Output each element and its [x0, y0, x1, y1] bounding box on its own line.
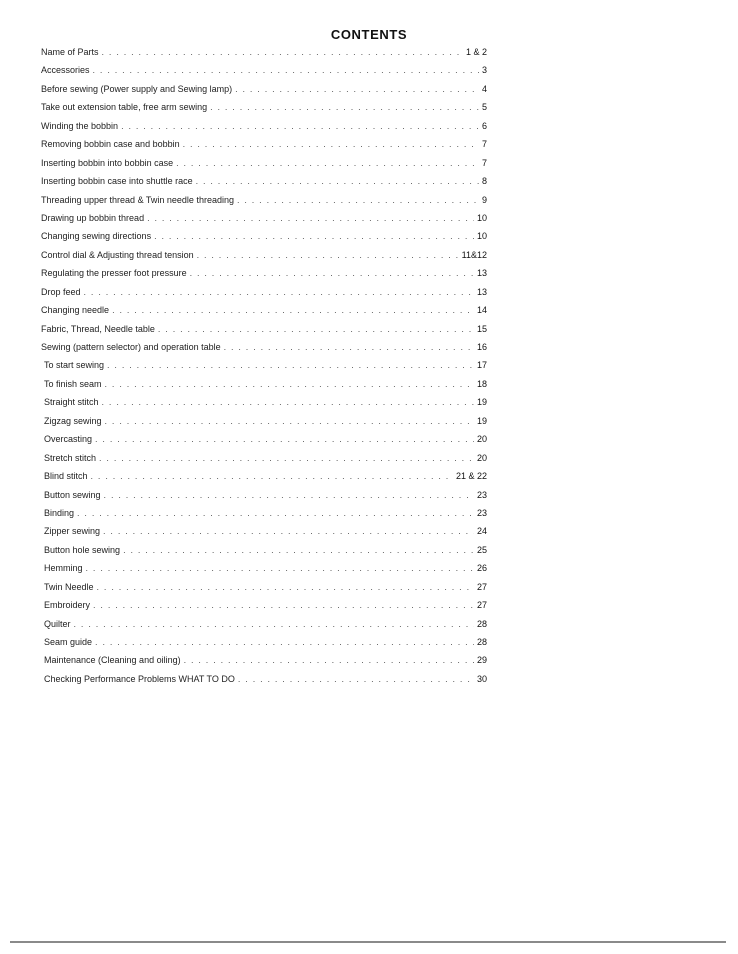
toc-entry-page: 19 [476, 397, 487, 408]
toc-entry [41, 615, 487, 633]
toc-entry-page: 18 [476, 378, 487, 389]
toc-entry [41, 301, 487, 319]
toc-entry-page: 3 [481, 65, 487, 76]
toc-entry-title: Hemming [44, 563, 83, 574]
toc-entry-page: 17 [476, 360, 487, 371]
toc-entry-title: Seam guide [44, 637, 93, 647]
toc-entry [41, 596, 487, 614]
toc-entry-title: Accessories [41, 65, 90, 76]
dot-leader [92, 633, 474, 651]
toc-entry [41, 393, 487, 411]
dot-leader [83, 559, 474, 577]
toc-entry-title: Drop feed [41, 286, 81, 297]
toc-entry-title: Blind stitch [44, 471, 88, 482]
toc-entry-page: 20 [476, 434, 487, 445]
toc-entry [41, 191, 487, 209]
dot-leader [99, 43, 463, 61]
toc-entry [41, 135, 487, 153]
dot-leader [90, 61, 479, 79]
toc-entry [41, 522, 487, 540]
toc-entry [41, 412, 487, 430]
toc-entry-title: Zigzag sewing [44, 415, 102, 426]
toc-entry [41, 633, 487, 651]
table-of-contents [41, 43, 487, 688]
dot-leader [101, 486, 474, 504]
toc-entry-title: Regulating the presser foot pressure [41, 268, 187, 279]
toc-entry-title: Maintenance (Cleaning and oiling) [44, 655, 181, 666]
toc-entry-title: Button hole sewing [44, 544, 121, 555]
dot-leader [187, 264, 474, 282]
toc-entry-title: Removing bobbin case and bobbin [41, 139, 180, 150]
dot-leader [234, 191, 479, 209]
toc-entry-page: 30 [476, 673, 487, 684]
toc-entry-title: Inserting bobbin into bobbin case [41, 157, 174, 168]
dot-leader [235, 670, 474, 688]
toc-entry [41, 486, 487, 504]
toc-entry-page: 4 [481, 83, 487, 94]
toc-entry [41, 578, 487, 596]
toc-entry [41, 246, 487, 264]
toc-entry-page: 7 [481, 157, 487, 168]
toc-entry-title: Fabric, Thread, Needle table [41, 323, 155, 334]
toc-entry-page: 10 [476, 212, 487, 223]
toc-entry-title: Changing needle [41, 305, 110, 316]
toc-entry-title: Threading upper thread & Twin needle threading [41, 194, 234, 205]
toc-entry-page: 13 [476, 286, 487, 297]
toc-entry [41, 98, 487, 116]
dot-leader [181, 651, 474, 669]
dot-leader [118, 117, 479, 135]
toc-entry-page: 27 [476, 600, 487, 611]
toc-entry [41, 670, 487, 688]
dot-leader [81, 283, 474, 301]
toc-entry-title: Stretch stitch [44, 452, 97, 463]
toc-entry-title: Inserting bobbin case into shuttle race [41, 176, 193, 187]
toc-entry-page: 26 [476, 563, 487, 574]
toc-entry-title: Zipper sewing [44, 526, 101, 537]
toc-entry-page: 29 [476, 655, 487, 666]
toc-entry [41, 154, 487, 172]
toc-entry-page: 25 [476, 544, 487, 555]
toc-entry [41, 375, 487, 393]
dot-leader [194, 246, 459, 264]
toc-entry [41, 61, 487, 79]
toc-entry-title: Changing sewing directions [41, 231, 152, 242]
toc-entry-page: 24 [476, 526, 487, 537]
toc-entry-page: 27 [476, 581, 487, 592]
toc-entry-page: 5 [481, 102, 487, 113]
toc-entry [41, 264, 487, 282]
toc-entry-title: Take out extension table, free arm sewing [41, 102, 208, 113]
dot-leader [74, 504, 474, 522]
dot-leader [232, 80, 479, 98]
dot-leader [173, 154, 479, 172]
dot-leader [99, 393, 474, 411]
dot-leader [71, 615, 474, 633]
toc-entry-title: Twin Needle [44, 581, 94, 592]
toc-entry [41, 338, 487, 356]
dot-leader [155, 320, 474, 338]
toc-entry-page: 20 [476, 452, 487, 463]
dot-leader [151, 227, 474, 245]
toc-entry [41, 467, 487, 485]
toc-entry-page: 15 [476, 323, 487, 334]
dot-leader [94, 578, 474, 596]
toc-entry-title: Drawing up bobbin thread [41, 212, 145, 223]
toc-entry-title: Name of Parts [41, 47, 99, 57]
toc-entry [41, 651, 487, 669]
toc-entry [41, 449, 487, 467]
toc-entry-page: 13 [476, 268, 487, 279]
toc-entry-title: To start sewing [44, 360, 105, 371]
toc-entry-title: Before sewing (Power supply and Sewing lamp) [41, 83, 233, 94]
toc-entry-title: Sewing (pattern selector) and operation table [41, 342, 221, 352]
toc-entry-page: 14 [476, 305, 487, 316]
toc-entry [41, 541, 487, 559]
dot-leader [193, 172, 479, 190]
dot-leader [104, 356, 474, 374]
contents-title: CONTENTS [330, 27, 408, 42]
toc-entry-page: 1 & 2 [465, 47, 487, 57]
toc-entry-page: 23 [476, 507, 487, 518]
dot-leader [221, 338, 474, 356]
toc-entry [41, 504, 487, 522]
toc-entry-title: Control dial & Adjusting thread tension [41, 249, 194, 260]
dot-leader [109, 301, 474, 319]
toc-entry [41, 283, 487, 301]
dot-leader [90, 596, 474, 614]
toc-entry-page: 10 [476, 231, 487, 242]
toc-entry-title: Button sewing [44, 489, 101, 500]
toc-entry-page: 19 [476, 415, 487, 426]
toc-entry-page: 8 [481, 176, 487, 187]
toc-entry [41, 117, 487, 135]
toc-entry-title: Binding [44, 507, 75, 518]
toc-entry-title: Winding the bobbin [41, 120, 119, 131]
toc-entry-page: 6 [481, 120, 487, 131]
dot-leader [102, 412, 474, 430]
toc-entry [41, 320, 487, 338]
toc-entry [41, 172, 487, 190]
toc-entry [41, 356, 487, 374]
toc-entry-page: 21 & 22 [455, 471, 487, 482]
toc-entry [41, 43, 487, 61]
dot-leader [120, 541, 474, 559]
dot-leader [180, 135, 479, 153]
bottom-divider [10, 941, 726, 943]
dot-leader [144, 209, 474, 227]
toc-entry [41, 209, 487, 227]
dot-leader [92, 430, 474, 448]
toc-entry-title: Overcasting [44, 434, 93, 445]
toc-entry-title: Quilter [44, 618, 71, 629]
toc-entry-page: 28 [476, 637, 487, 647]
toc-entry-title: To finish seam [44, 378, 102, 389]
toc-entry-page: 11&12 [461, 249, 487, 260]
toc-entry [41, 80, 487, 98]
toc-entry-page: 28 [476, 618, 487, 629]
toc-entry-title: Straight stitch [44, 397, 99, 408]
toc-entry [41, 430, 487, 448]
toc-entry-title: Embroidery [44, 600, 91, 611]
dot-leader [207, 98, 479, 116]
toc-entry-page: 7 [481, 139, 487, 150]
toc-entry-page: 16 [476, 342, 487, 352]
dot-leader [100, 522, 474, 540]
dot-leader [88, 467, 453, 485]
toc-entry-page: 23 [476, 489, 487, 500]
dot-leader [102, 375, 474, 393]
toc-entry-title: Checking Performance Problems WHAT TO DO [44, 673, 235, 684]
toc-entry [41, 559, 487, 577]
toc-entry-page: 9 [481, 194, 487, 205]
toc-entry [41, 227, 487, 245]
dot-leader [96, 449, 474, 467]
